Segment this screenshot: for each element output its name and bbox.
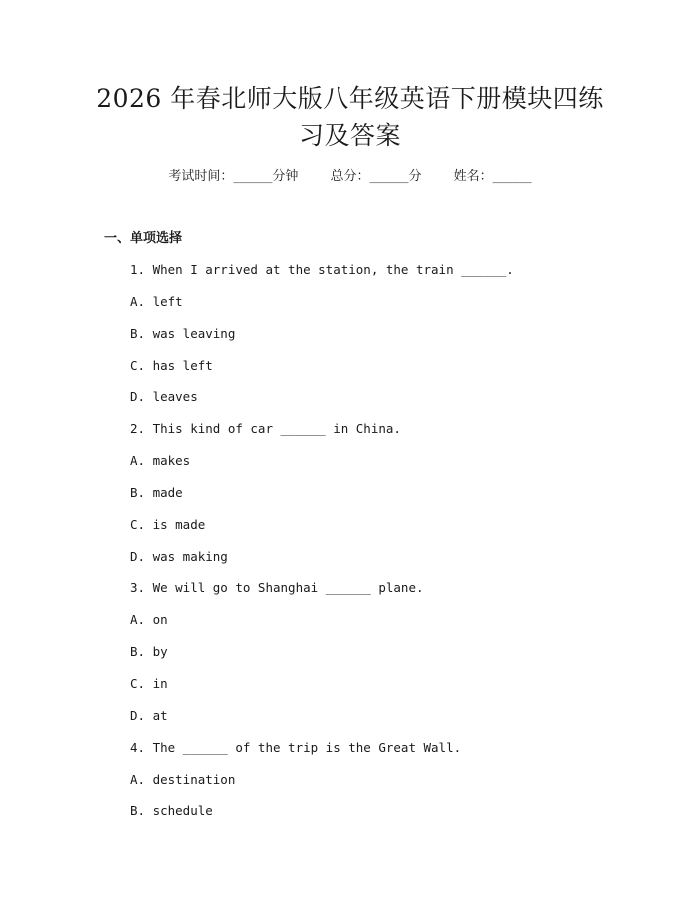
question-2-option-a: A. makes	[130, 453, 191, 469]
question-1-option-c: C. has left	[130, 357, 213, 373]
question-list	[130, 260, 514, 833]
total-score-field: 总分：______分	[330, 169, 422, 184]
exam-time-field: 考试时间：______分钟	[168, 169, 299, 184]
title-line-1: 2026 年春北师大版八年级英语下册模块四练	[96, 84, 604, 113]
exam-info-bar	[0, 167, 700, 187]
question-3-stem: 3. We will go to Shanghai ______ plane.	[130, 580, 424, 596]
student-name-field: 姓名：______	[453, 169, 532, 184]
question-3-option-d: D. at	[130, 707, 168, 723]
question-4-option-b: B. schedule	[130, 803, 213, 819]
question-4-stem: 4. The ______ of the trip is the Great Wall.	[130, 739, 462, 755]
question-3-option-c: C. in	[130, 675, 168, 691]
document-title	[90, 80, 610, 154]
question-2-option-c: C. is made	[130, 516, 206, 532]
question-3-option-a: A. on	[130, 612, 168, 628]
question-4-option-a: A. destination	[130, 771, 236, 787]
question-2-option-b: B. made	[130, 484, 183, 500]
title-line-2: 习及答案	[298, 121, 401, 150]
question-2-stem: 2. This kind of car ______ in China.	[130, 421, 401, 437]
question-2-option-d: D. was making	[130, 548, 228, 564]
question-1-stem: 1. When I arrived at the station, the train ______.	[130, 262, 514, 277]
question-1-option-d: D. leaves	[130, 389, 198, 405]
question-1-option-b: B. was leaving	[130, 325, 236, 341]
question-1-option-a: A. left	[130, 293, 183, 309]
question-3-option-b: B. by	[130, 644, 168, 660]
section-heading: 一、单项选择	[104, 231, 183, 246]
